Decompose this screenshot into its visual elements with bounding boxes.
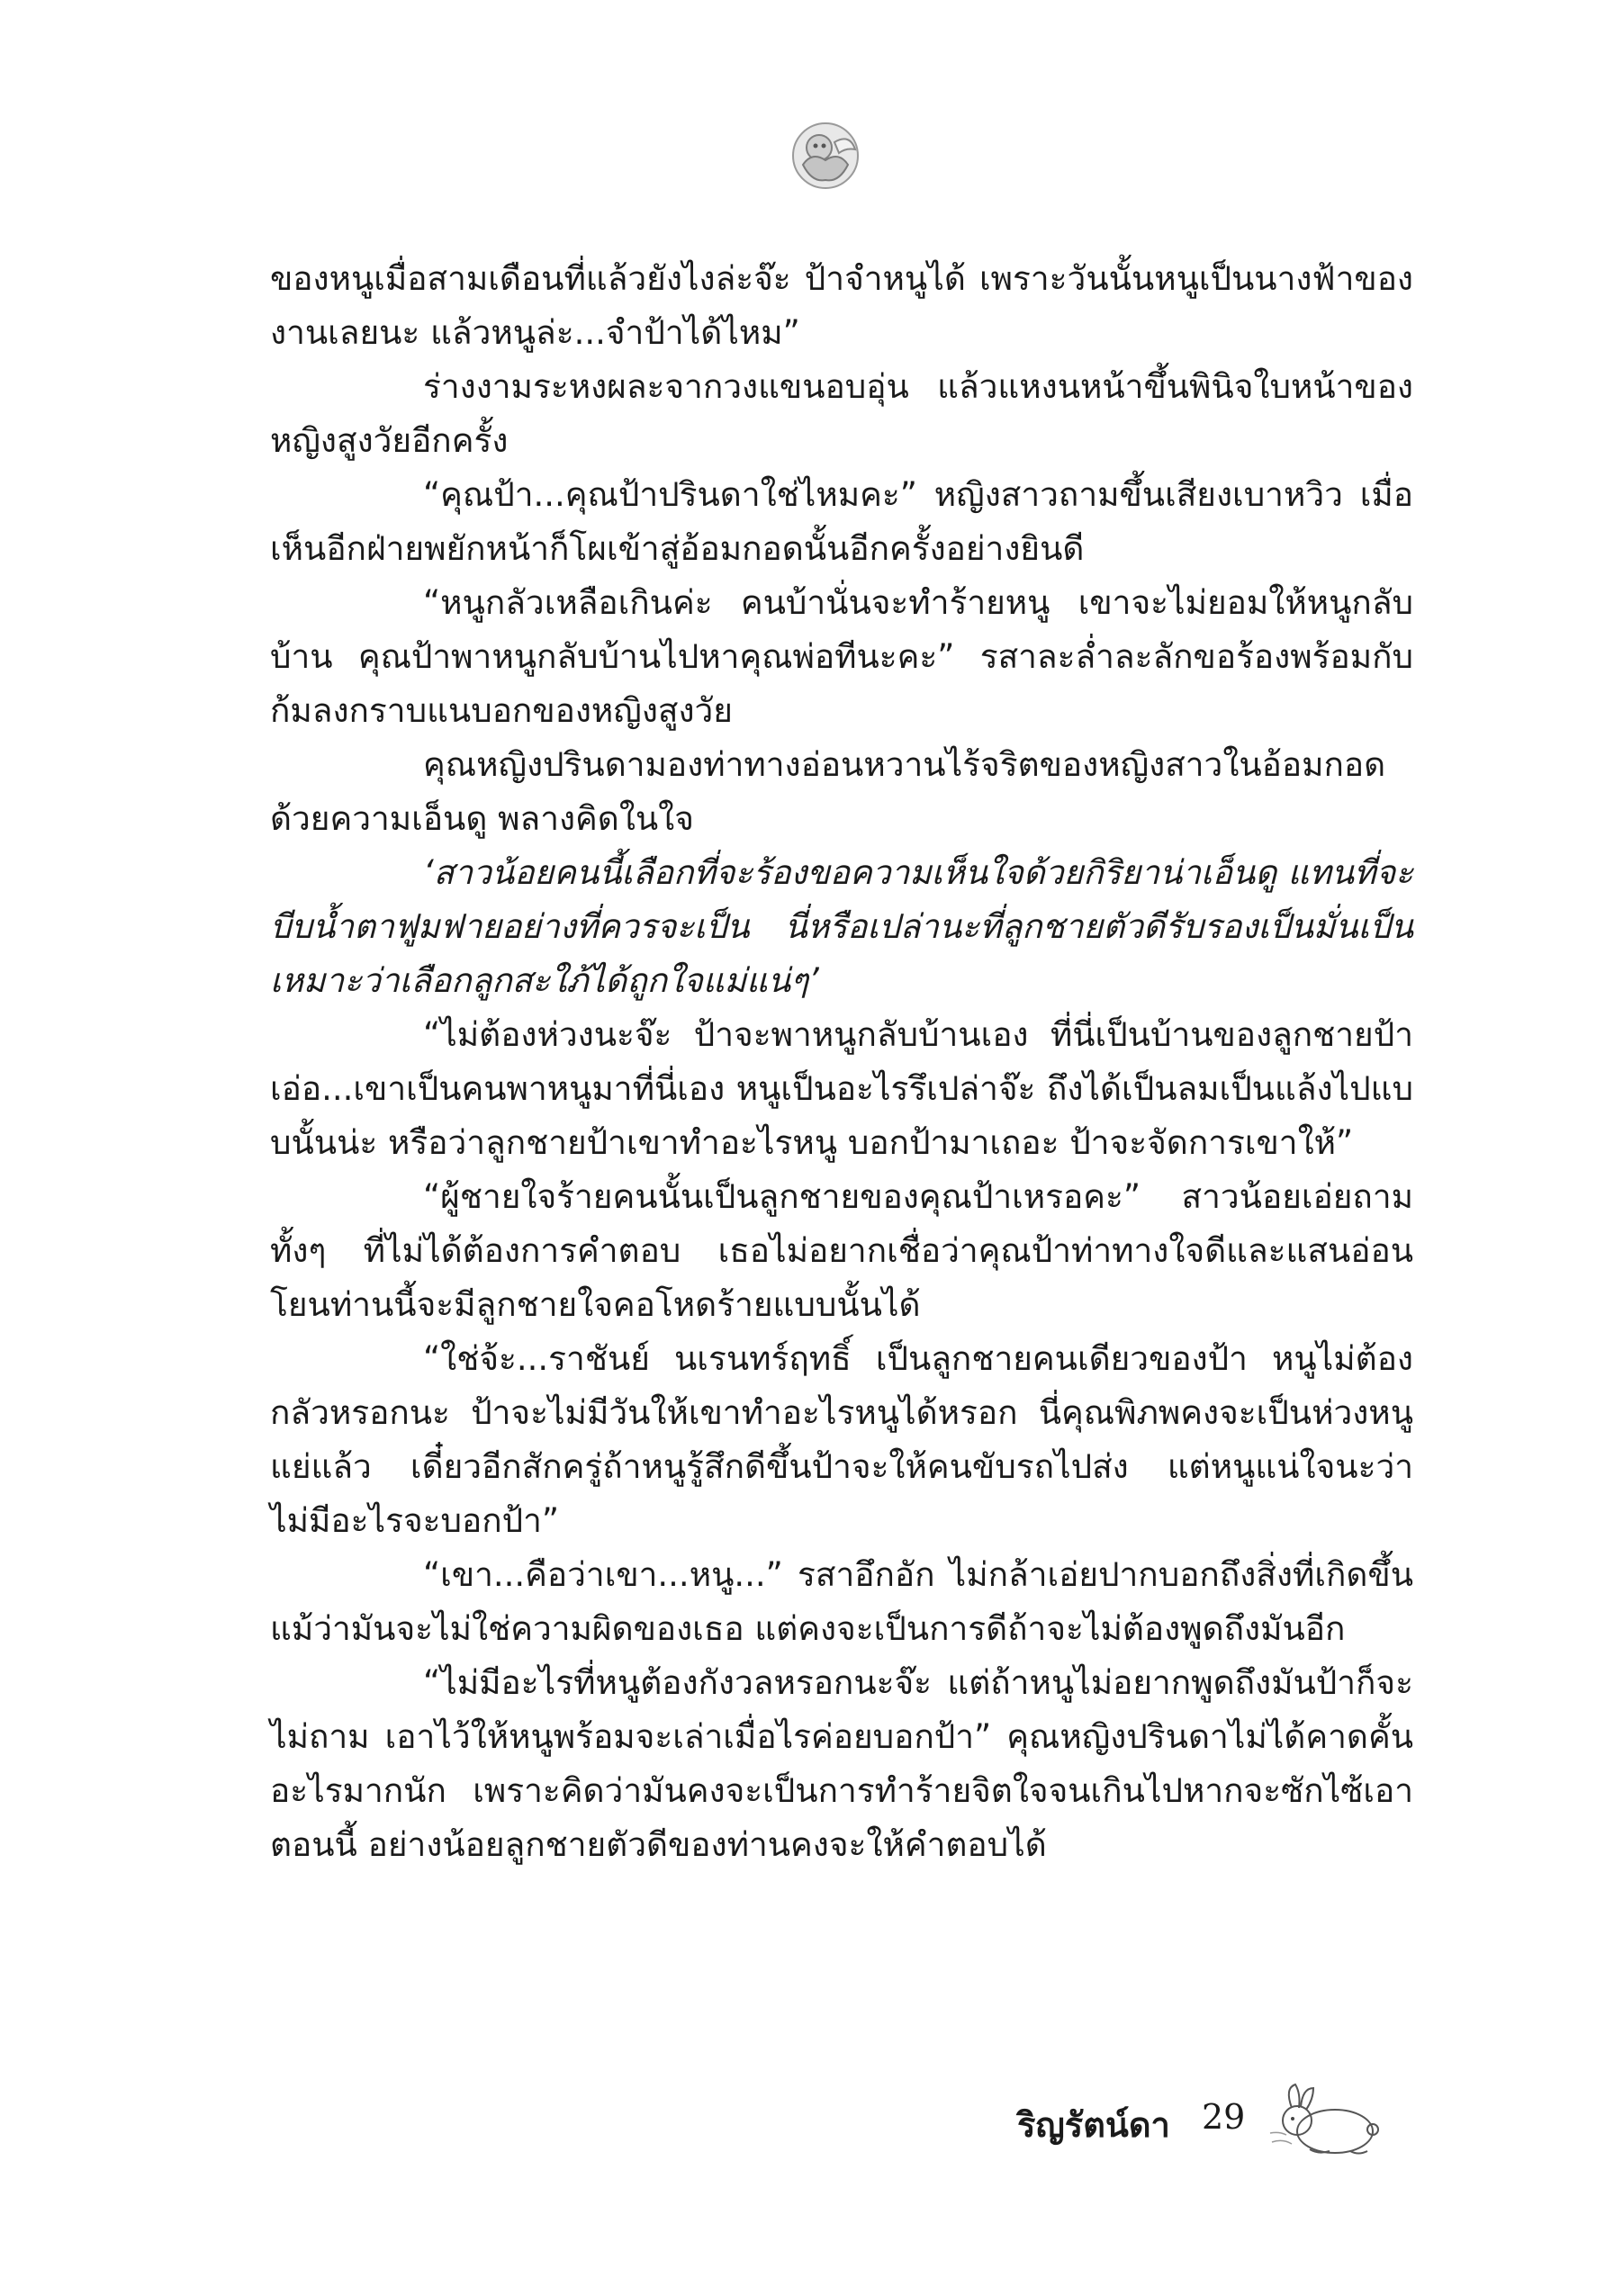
page-number: 29 xyxy=(1202,2097,1246,2137)
paragraph-8: “ผู้ชายใจร้ายคนนั้นเป็นลูกชายของคุณป้าเหรอคะ” สาวน้อยเอ่ยถามทั้งๆ ที่ไม่ได้ต้องการคำตอบ เธอไม่อยากเชื่อว่าคุณป้าท่าทางใจดีและแสนอ่อนโยนท่านนี้จะมีลูกชายใจคอโหดร้ายแบบนั้นได้ xyxy=(270,1177,1413,1324)
paragraph-3: “คุณป้า...คุณป้าปรินดาใช่ไหมคะ” หญิงสาวถามขึ้นเสียงเบาหวิว เมื่อเห็นอีกฝ่ายพยักหน้าก็โผเข้าสู่อ้อมกอดนั้นอีกครั้งอย่างยินดี xyxy=(270,475,1413,568)
paragraph-9: “ใช่จ้ะ...ราชันย์ นเรนทร์ฤทธิ์ เป็นลูกชายคนเดียวของป้า หนูไม่ต้องกลัวหรอกนะ ป้าจะไม่มีวันให้เขาทำอะไรหนูได้หรอก นี่คุณพิภพคงจะเป็นห่วงหนูแย่แล้ว เดี๋ยวอีกสักครู่ถ้าหนูรู้สึกดีขึ้นป้าจะให้คนขับรถไปส่ง แต่หนูแน่ใจนะว่าไม่มีอะไรจะบอกป้า” xyxy=(270,1339,1413,1540)
body-text xyxy=(270,252,1413,1872)
rabbit-icon xyxy=(1265,2079,1391,2160)
paragraph-4: “หนูกลัวเหลือเกินค่ะ คนบ้านั่นจะทำร้ายหนู เขาจะไม่ยอมให้หนูกลับบ้าน คุณป้าพาหนูกลับบ้านไปหาคุณพ่อทีนะคะ” รสาละล่ำละลักขอร้องพร้อมกับก้มลงกราบแนบอกของหญิงสูงวัย xyxy=(270,583,1413,730)
paragraph-10: “เขา...คือว่าเขา...หนู...” รสาอึกอัก ไม่กล้าเอ่ยปากบอกถึงสิ่งที่เกิดขึ้น แม้ว่ามันจะไม่ใช่ความผิดของเธอ แต่คงจะเป็นการดีถ้าจะไม่ต้องพูดถึงมันอีก xyxy=(270,1555,1413,1648)
paragraph-5: คุณหญิงปรินดามองท่าทางอ่อนหวานไร้จริตของหญิงสาวในอ้อมกอดด้วยความเอ็นดู พลางคิดในใจ xyxy=(270,745,1386,838)
author-name: ริญรัตน์ดา xyxy=(1017,2105,1170,2145)
paragraph-1: ของหนูเมื่อสามเดือนที่แล้วยังไงล่ะจ๊ะ ป้าจำหนูได้ เพราะวันนั้นหนูเป็นนางฟ้าของงานเลยนะ แล้วหนูล่ะ...จำป้าได้ไหม” xyxy=(270,259,1413,352)
page-footer xyxy=(1017,2079,1413,2160)
paragraph-2: ร่างงามระหงผละจากวงแขนอบอุ่น แล้วแหงนหน้าขึ้นพินิจใบหน้าของหญิงสูงวัยอีกครั้ง xyxy=(270,367,1413,460)
paragraph-6-thought: ‘สาวน้อยคนนี้เลือกที่จะร้องขอความเห็นใจด้วยกิริยาน่าเอ็นดู แทนที่จะบีบน้ำตาฟูมฟายอย่างที่ควรจะเป็น นี่หรือเปล่านะที่ลูกชายตัวดีรับรองเป็นมั่นเป็นเหมาะว่าเลือกลูกสะใภ้ได้ถูกใจแม่แน่ๆ’ xyxy=(270,853,1413,1000)
paragraph-11: “ไม่มีอะไรที่หนูต้องกังวลหรอกนะจ๊ะ แต่ถ้าหนูไม่อยากพูดถึงมันป้าก็จะไม่ถาม เอาไว้ให้หนูพร้อมจะเล่าเมื่อไรค่อยบอกป้า” คุณหญิงปรินดาไม่ได้คาดคั้นอะไรมากนัก เพราะคิดว่ามันคงจะเป็นการทำร้ายจิตใจจนเกินไปหากจะซักไซ้เอาตอนนี้ อย่างน้อยลูกชายตัวดีของท่านคงจะให้คำตอบได้ xyxy=(270,1663,1413,1864)
decorative-cherub-icon xyxy=(785,115,866,196)
paragraph-7: “ไม่ต้องห่วงนะจ๊ะ ป้าจะพาหนูกลับบ้านเอง ที่นี่เป็นบ้านของลูกชายป้า เอ่อ...เขาเป็นคนพาหนูมาที่นี่เอง หนูเป็นอะไรรึเปล่าจ๊ะ ถึงได้เป็นลมเป็นแล้งไปแบบนั้นน่ะ หรือว่าลูกชายป้าเขาทำอะไรหนู บอกป้ามาเถอะ ป้าจะจัดการเขาให้” xyxy=(270,1015,1413,1162)
